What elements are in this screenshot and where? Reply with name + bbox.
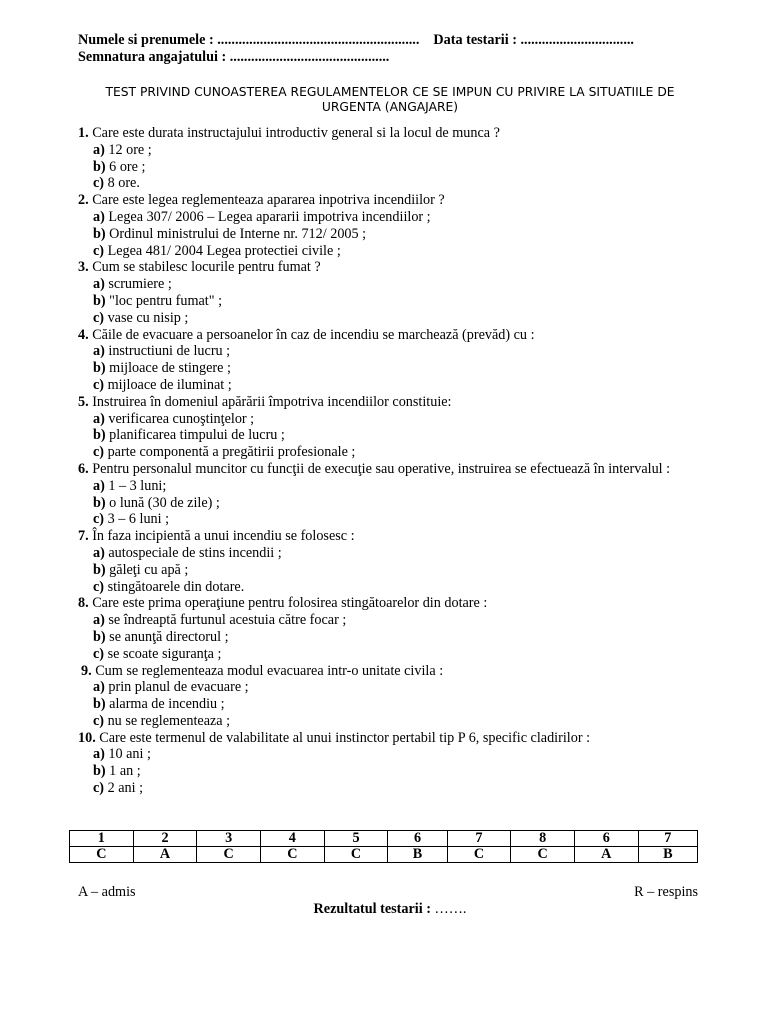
header-line-1: [78, 32, 698, 49]
question-number: 5.: [78, 393, 89, 410]
question-text: Pentru personalul muncitor cu funcţii de execuţie sau operative, instruirea se efectuează în intervalul :: [92, 460, 671, 477]
question-number: 2.: [78, 192, 89, 209]
answer-text: găleţi cu apă ;: [109, 561, 189, 578]
answer-option: [78, 243, 698, 260]
question-item: [78, 663, 698, 680]
question-number: 10.: [78, 729, 96, 746]
answer-text: 3 – 6 luni ;: [107, 511, 170, 528]
result-value: …….: [434, 901, 467, 917]
answer-letter: c): [93, 511, 105, 528]
legend-admitted: A – admis: [78, 884, 136, 900]
question-number: 8.: [78, 595, 89, 612]
answer-letter: c): [93, 376, 105, 393]
answer-text: se îndreaptă furtunul acestuia către focar ;: [108, 612, 347, 629]
answer-key-number-cell: 7: [447, 831, 511, 847]
question-item: [78, 595, 698, 612]
answer-text: scrumiere ;: [108, 276, 172, 293]
answer-text: mijloace de iluminat ;: [107, 376, 232, 393]
header-line-2: [78, 49, 698, 66]
answer-text: 2 ani ;: [107, 780, 144, 797]
answer-option: [78, 478, 698, 495]
answer-letter: c): [93, 242, 105, 259]
answer-option: [78, 696, 698, 713]
answer-key-answer-row: [70, 847, 698, 863]
answer-option: [78, 343, 698, 360]
answer-key-table: [69, 830, 698, 863]
question-item: [78, 125, 698, 142]
answer-letter: c): [93, 444, 105, 461]
answer-option: [78, 629, 698, 646]
answer-option: [78, 159, 698, 176]
answer-key-number-cell: 8: [511, 831, 575, 847]
answer-text: 6 ore ;: [109, 158, 146, 175]
answer-letter: b): [93, 292, 106, 309]
answer-letter: a): [93, 544, 105, 561]
answer-text: mijloace de stingere ;: [109, 360, 231, 377]
question-number: 3.: [78, 259, 89, 276]
answer-text: Ordinul ministrului de Interne nr. 712/ 2005 ;: [109, 225, 367, 242]
answer-text: instructiuni de lucru ;: [108, 343, 231, 360]
answer-option: [78, 545, 698, 562]
question-text: Căile de evacuare a persoanelor în caz de incendiu se marchează (prevăd) cu :: [92, 326, 535, 343]
page-title: TEST PRIVIND CUNOASTEREA REGULAMENTELOR CE SE IMPUN CU PRIVIRE LA SITUATIILE DE URGENTA (ANGAJARE): [105, 85, 675, 114]
answer-key-number-cell: 5: [324, 831, 388, 847]
answer-text: 1 – 3 luni;: [108, 477, 167, 494]
answer-option: [78, 562, 698, 579]
answer-letter: a): [93, 746, 105, 763]
answer-option: [78, 780, 698, 797]
answer-option: [78, 276, 698, 293]
question-number: 6.: [78, 460, 89, 477]
answer-letter: b): [93, 494, 106, 511]
answer-key-number-cell: 2: [133, 831, 197, 847]
answer-option: [78, 713, 698, 730]
question-text: Care este durata instructajului introductiv general si la locul de munca ?: [92, 125, 500, 141]
question-number: 4.: [78, 326, 89, 343]
question-number: 9.: [81, 662, 92, 679]
answer-option: [78, 579, 698, 596]
answer-letter: b): [93, 561, 106, 578]
answer-letter: c): [93, 780, 105, 797]
answer-key-number-cell: 6: [388, 831, 447, 847]
result-label: Rezultatul testarii :: [313, 901, 431, 917]
answer-option: [78, 411, 698, 428]
test-result: [0, 901, 768, 918]
answer-key-answer-cell: C: [261, 847, 325, 863]
answer-option: [78, 360, 698, 377]
answer-option: [78, 679, 698, 696]
question-text: Care este legea reglementeaza apararea inpotriva incendiilor ?: [92, 192, 445, 209]
answer-option: [78, 427, 698, 444]
question-text: Cum se stabilesc locurile pentru fumat ?: [92, 259, 321, 276]
answer-letter: b): [93, 427, 106, 444]
name-field-label: Numele si prenumele : .........................................................: [78, 32, 420, 48]
question-number: 1.: [78, 125, 89, 141]
answer-letter: a): [93, 679, 105, 696]
answer-letter: a): [93, 141, 105, 158]
question-text: Instruirea în domeniul apărării împotriva incendiilor constituie:: [92, 393, 452, 410]
answer-text: se scoate siguranţa ;: [107, 645, 222, 662]
answer-text: planificarea timpului de lucru ;: [109, 427, 285, 444]
answer-letter: a): [93, 612, 105, 629]
answer-text: stingătoarele din dotare.: [107, 578, 245, 595]
question-item: [78, 528, 698, 545]
answer-letter: a): [93, 208, 105, 225]
signature-field-label: Semnatura angajatului : .............................................: [78, 49, 390, 65]
answer-text: se anunţă directorul ;: [109, 628, 229, 645]
answer-option: [78, 444, 698, 461]
question-item: [78, 394, 698, 411]
answer-option: [78, 511, 698, 528]
answer-option: [78, 142, 698, 159]
answer-letter: b): [93, 158, 106, 175]
answer-letter: c): [93, 578, 105, 595]
answer-option: [78, 293, 698, 310]
answer-letter: c): [93, 645, 105, 662]
answer-text: Legea 481/ 2004 Legea protectiei civile ;: [107, 242, 341, 259]
answer-letter: b): [93, 628, 106, 645]
answer-key-answer-cell: C: [511, 847, 575, 863]
answer-text: 8 ore.: [107, 175, 140, 192]
answer-text: "loc pentru fumat" ;: [109, 292, 223, 309]
question-text: În faza incipientă a unui incendiu se folosesc :: [92, 528, 355, 545]
question-text: Care este prima operaţiune pentru folosirea stingătoarelor din dotare :: [92, 595, 488, 612]
answer-letter: b): [93, 225, 106, 242]
answer-key-number-cell: 4: [261, 831, 325, 847]
date-field-label: Data testarii : ................................: [433, 32, 634, 48]
question-item: [78, 461, 698, 478]
answer-text: parte componentă a pregătirii profesionale ;: [107, 444, 356, 461]
answer-key-answer-cell: C: [197, 847, 261, 863]
answer-key-answer-cell: C: [324, 847, 388, 863]
answer-text: alarma de incendiu ;: [109, 696, 225, 713]
answer-text: verificarea cunoştinţelor ;: [108, 410, 255, 427]
answer-key-number-row: [70, 831, 698, 847]
question-item: [78, 730, 698, 747]
question-text: Cum se reglementeaza modul evacuarea intr-o unitate civila :: [95, 662, 444, 679]
answer-option: [78, 310, 698, 327]
answer-text: Legea 307/ 2006 – Legea apararii impotriva incendiilor ;: [108, 208, 431, 225]
test-document: [78, 32, 698, 797]
answer-letter: b): [93, 360, 106, 377]
answer-key-answer-cell: A: [133, 847, 197, 863]
answer-key-number-cell: 7: [638, 831, 697, 847]
answer-key-answer-cell: A: [574, 847, 638, 863]
answer-option: [78, 746, 698, 763]
answer-key-answer-cell: B: [638, 847, 697, 863]
answer-text: nu se reglementeaza ;: [107, 712, 231, 729]
answer-text: vase cu nisip ;: [107, 309, 189, 326]
question-item: [78, 327, 698, 344]
answer-letter: a): [93, 410, 105, 427]
answer-option: [78, 226, 698, 243]
answer-key-answer-cell: C: [447, 847, 511, 863]
answer-option: [78, 763, 698, 780]
answer-option: [78, 612, 698, 629]
answer-text: autospeciale de stins incendii ;: [108, 544, 282, 561]
answer-text: 1 an ;: [109, 763, 141, 780]
question-text: Care este termenul de valabilitate al unui instinctor pertabil tip P 6, specific cladirilor :: [99, 729, 591, 746]
answer-option: [78, 209, 698, 226]
question-item: [78, 259, 698, 276]
answer-letter: a): [93, 343, 105, 360]
answer-letter: c): [93, 712, 105, 729]
answer-letter: b): [93, 763, 106, 780]
answer-option: [78, 175, 698, 192]
answer-text: o lună (30 de zile) ;: [109, 494, 220, 511]
answer-key-answer-cell: B: [388, 847, 447, 863]
answer-key-number-cell: 1: [70, 831, 134, 847]
answer-letter: c): [93, 175, 105, 192]
legend-rejected: R – respins: [634, 884, 698, 900]
answer-text: 10 ani ;: [108, 746, 151, 763]
answer-key-number-cell: 3: [197, 831, 261, 847]
question-list: [78, 125, 698, 797]
answer-option: [78, 495, 698, 512]
answer-text: prin planul de evacuare ;: [108, 679, 249, 696]
answer-letter: b): [93, 696, 106, 713]
question-item: [78, 192, 698, 209]
answer-letter: a): [93, 276, 105, 293]
answer-option: [78, 377, 698, 394]
answer-option: [78, 646, 698, 663]
answer-key-answer-cell: C: [70, 847, 134, 863]
question-number: 7.: [78, 528, 89, 545]
answer-text: 12 ore ;: [108, 141, 152, 158]
answer-letter: c): [93, 309, 105, 326]
answer-key-number-cell: 6: [574, 831, 638, 847]
answer-letter: a): [93, 477, 105, 494]
